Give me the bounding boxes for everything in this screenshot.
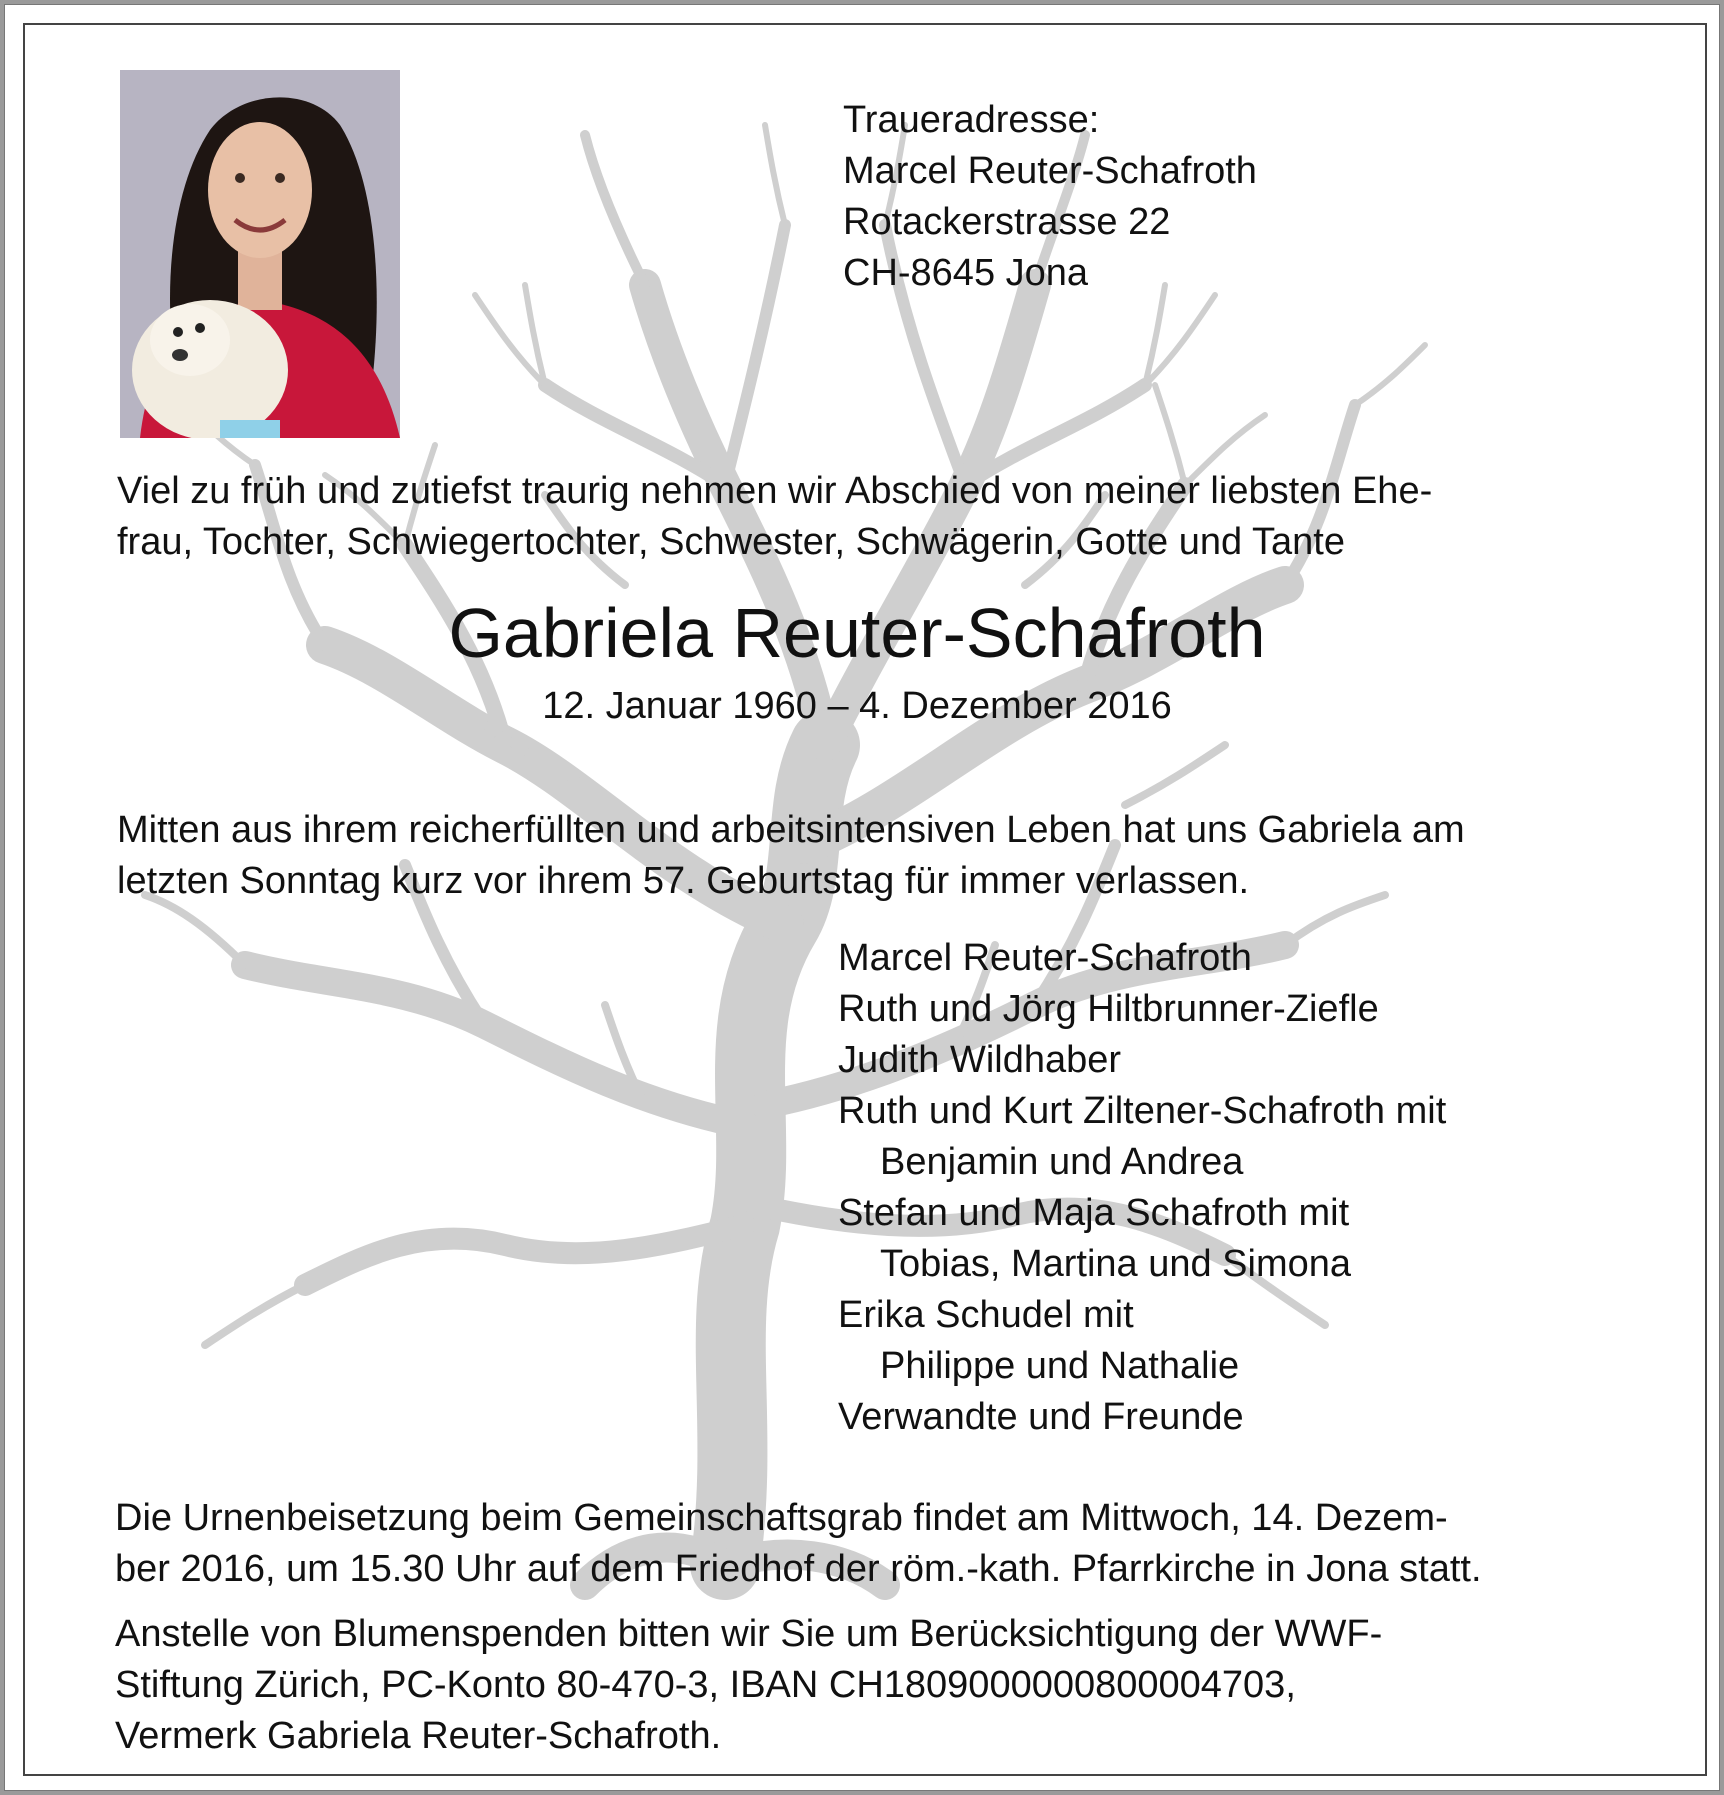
donation-paragraph bbox=[115, 1609, 1382, 1762]
obituary-card bbox=[23, 23, 1707, 1776]
mourner: Judith Wildhaber bbox=[838, 1039, 1122, 1081]
mourner-children: Philippe und Nathalie bbox=[880, 1345, 1240, 1387]
mourner: Erika Schudel mit bbox=[838, 1294, 1134, 1336]
burial-line: ber 2016, um 15.30 Uhr auf dem Friedhof der röm.-kath. Pfarrkirche in Jona statt. bbox=[115, 1548, 1482, 1590]
mourning-address-line: Rotackerstrasse 22 bbox=[843, 201, 1171, 243]
life-dates: 12. Januar 1960 – 4. Dezember 2016 bbox=[542, 685, 1172, 727]
mourner-children: Tobias, Martina und Simona bbox=[880, 1243, 1352, 1285]
mourners-list bbox=[838, 933, 1446, 1443]
intro-line: frau, Tochter, Schwiegertochter, Schwester, Schwägerin, Gotte und Tante bbox=[117, 521, 1345, 563]
donation-line: Stiftung Zürich, PC-Konto 80-470-3, IBAN CH1809000000800004703, bbox=[115, 1664, 1296, 1706]
intro-paragraph bbox=[117, 466, 1432, 568]
mourner-children: Benjamin und Andrea bbox=[880, 1141, 1244, 1183]
deceased-name: Gabriela Reuter-Schafroth bbox=[448, 594, 1266, 672]
mourning-address-line: Marcel Reuter-Schafroth bbox=[843, 150, 1257, 192]
message-line: Mitten aus ihrem reicherfüllten und arbeitsintensiven Leben hat uns Gabriela am bbox=[117, 809, 1465, 851]
mourner: Ruth und Jörg Hiltbrunner-Ziefle bbox=[838, 988, 1379, 1030]
mourning-address bbox=[843, 95, 1257, 299]
mourning-address-heading: Traueradresse: bbox=[843, 99, 1100, 141]
mourner: Ruth und Kurt Ziltener-Schafroth mit bbox=[838, 1090, 1447, 1132]
donation-line: Vermerk Gabriela Reuter-Schafroth. bbox=[115, 1715, 722, 1757]
mourning-address-line: CH-8645 Jona bbox=[843, 252, 1089, 294]
burial-line: Die Urnenbeisetzung beim Gemeinschaftsgrab findet am Mittwoch, 14. Dezem- bbox=[115, 1497, 1448, 1539]
portrait-photo bbox=[120, 70, 400, 438]
obituary-outer-frame bbox=[4, 4, 1720, 1791]
message-paragraph bbox=[117, 805, 1465, 907]
message-line: letzten Sonntag kurz vor ihrem 57. Geburtstag für immer verlassen. bbox=[117, 860, 1250, 902]
intro-line: Viel zu früh und zutiefst traurig nehmen wir Abschied von meiner liebsten Ehe- bbox=[117, 470, 1433, 512]
mourner: Stefan und Maja Schafroth mit bbox=[838, 1192, 1350, 1234]
mourner: Verwandte und Freunde bbox=[838, 1396, 1244, 1438]
mourner: Marcel Reuter-Schafroth bbox=[838, 937, 1252, 979]
donation-line: Anstelle von Blumenspenden bitten wir Sie um Berücksichtigung der WWF- bbox=[115, 1613, 1383, 1655]
burial-paragraph bbox=[115, 1493, 1482, 1595]
